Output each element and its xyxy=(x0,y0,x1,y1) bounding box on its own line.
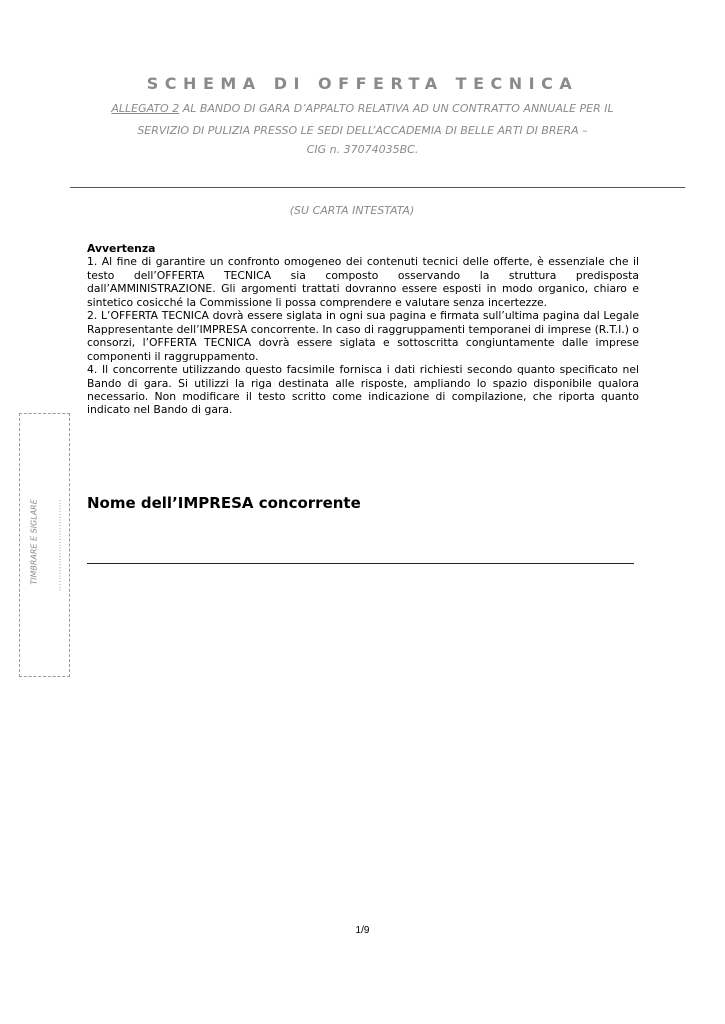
company-name-answer-line[interactable] xyxy=(87,563,634,564)
document-title: SCHEMA DI OFFERTA TECNICA xyxy=(146,74,579,93)
header-divider xyxy=(70,187,685,188)
page-number: 1/9 xyxy=(355,925,370,936)
warning-paragraph-4: 4. Il concorrente utilizzando questo facsimile fornisca i dati richiesti secondo quanto specificato nel Bando di gara. Si utilizzi la riga destinata alle risposte, ampliando lo spazio disponibile qualora necessario. Non modificare il testo scritto come indicazione di compilazione, che riporta quanto indicato nel Bando di gara. xyxy=(87,363,639,417)
warning-section xyxy=(87,242,639,417)
subtitle-line-2: SERVIZIO DI PULIZIA PRESSO LE SEDI DELL’ACCADEMIA DI BELLE ARTI DI BRERA – xyxy=(137,124,588,137)
company-name-label: Nome dell’IMPRESA concorrente xyxy=(87,494,361,512)
stamp-signature-line: …………………………… xyxy=(53,498,63,592)
cig-code: CIG n. 37074035BC. xyxy=(306,143,419,156)
warning-heading: Avvertenza xyxy=(87,242,156,255)
stamp-label: TIMBRARE E SIGLARE xyxy=(29,499,39,585)
letterhead-note: (SU CARTA INTESTATA) xyxy=(289,204,415,217)
subtitle-line-1-text: AL BANDO DI GARA D’APPALTO RELATIVA AD UN CONTRATTO ANNUALE PER IL xyxy=(179,102,614,115)
subtitle-line-1 xyxy=(60,102,665,115)
allegato-label: ALLEGATO 2 xyxy=(111,102,180,115)
warning-paragraph-2: 2. L’OFFERTA TECNICA dovrà essere siglata in ogni sua pagina e firmata sull’ultima pagina dal Legale Rappresentante dell’IMPRESA concorrente. In caso di raggruppamenti temporanei di imprese (R.T.I.) o consorzi, l’OFFERTA TECNICA dovrà essere siglata e sottoscritta congiuntamente dalle imprese componenti il raggruppamento. xyxy=(87,309,639,363)
warning-paragraph-1: 1. Al fine di garantire un confronto omogeneo dei contenuti tecnici delle offerte, è essenziale che il testo dell’OFFERTA TECNICA sia composto osservando la struttura predisposta dall’AMMINISTRAZIONE. Gli argomenti trattati dovranno essere esposti in modo organico, chiaro e sintetico cosicché la Commissione li possa comprendere e valutare senza incertezze. xyxy=(87,255,639,309)
